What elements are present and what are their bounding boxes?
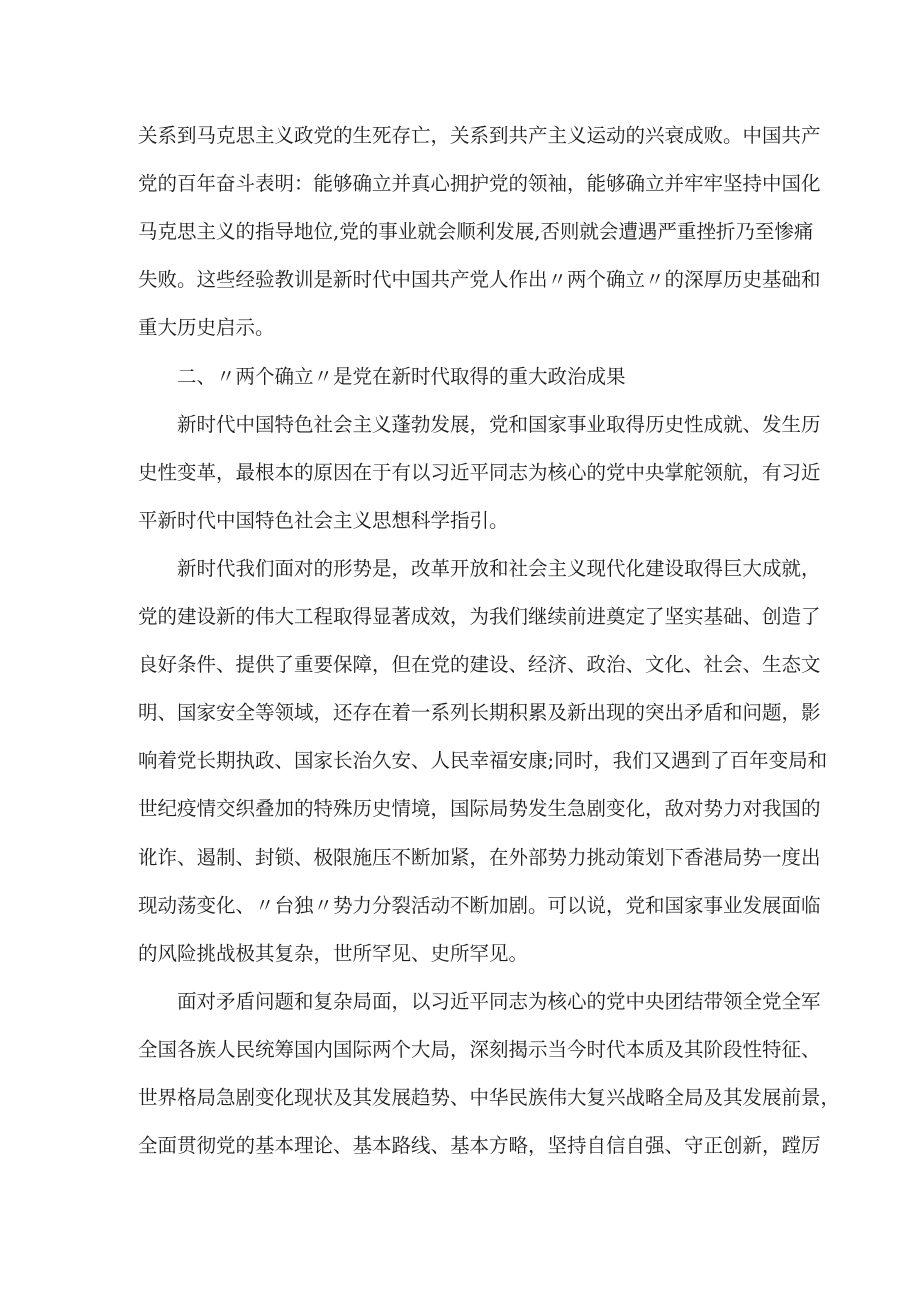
paragraph-5-line-2: 全国各族人民统筹国内国际两个大局，深刻揭示当今时代本质及其阶段性特征、 [138, 1037, 821, 1061]
paragraph-1-line-4: 失败。这些经验教训是新时代中国共产党人作出〃两个确立〃的深厚历史基础和 [138, 268, 821, 292]
paragraph-5-line-1: 面对矛盾问题和复杂局面，以习近平同志为核心的党中央团结带领全党全军 [177, 989, 821, 1013]
paragraph-2-line-1: 二、〃两个确立〃是党在新时代取得的重大政治成果 [177, 364, 626, 388]
paragraph-4-line-3: 良好条件、提供了重要保障，但在党的建设、经济、政治、文化、社会、生态文 [138, 653, 821, 677]
paragraph-1-line-1: 关系到马克思主义政党的生死存亡，关系到共产主义运动的兴衰成败。中国共产 [138, 124, 821, 147]
paragraph-4-line-5: 响着党长期执政、国家长治久安、人民幸福安康;同时，我们又遇到了百年变局和 [138, 749, 828, 773]
paragraph-5-line-4: 全面贯彻党的基本理论、基本路线、基本方略，坚持自信自强、守正创新，蹚厉 [138, 1134, 821, 1158]
paragraph-4-line-2: 党的建设新的伟大工程取得显著成效，为我们继续前进奠定了坚实基础、创造了 [138, 605, 821, 628]
paragraph-4-line-7: 讹诈、遏制、封锁、极限施压不断加紧，在外部势力挑动策划下香港局势一度出 [138, 845, 821, 869]
paragraph-1-line-2: 党的百年奋斗表明：能够确立并真心拥护党的领袖，能够确立并牢牢坚持中国化 [138, 172, 821, 196]
paragraph-1-line-5: 重大历史启示。 [138, 316, 275, 340]
paragraph-4-line-8: 现动荡变化、〃台独〃势力分裂活动不断加剧。可以说，党和国家事业发展面临 [138, 893, 821, 917]
paragraph-1-line-3: 马克思主义的指导地位,党的事业就会顺利发展,否则就会遭遇严重挫折乃至惨痛 [138, 220, 814, 244]
paragraph-3-line-2: 史性变革，最根本的原因在于有以习近平同志为核心的党中央掌舵领航，有习近 [138, 460, 821, 484]
paragraph-5-line-3: 世界格局急剧变化现状及其发展趋势、中华民族伟大复兴战略全局及其发展前景， [138, 1086, 841, 1109]
paragraph-4-line-6: 世纪疫情交织叠加的特殊历史情境，国际局势发生急剧变化，敌对势力对我国的 [138, 797, 821, 821]
paragraph-4-line-9: 的风险挑战极其复杂，世所罕见、史所罕见。 [138, 941, 529, 965]
paragraph-3-line-1: 新时代中国特色社会主义蓬勃发展，党和国家事业取得历史性成就、发生历 [177, 412, 821, 436]
paragraph-4-line-1: 新时代我们面对的形势是，改革开放和社会主义现代化建设取得巨大成就， [177, 556, 821, 580]
paragraph-4-line-4: 明、国家安全等领域，还存在着一系列长期积累及新出现的突出矛盾和问题，影 [138, 701, 821, 725]
paragraph-3-line-3: 平新时代中国特色社会主义思想科学指引。 [138, 508, 509, 532]
